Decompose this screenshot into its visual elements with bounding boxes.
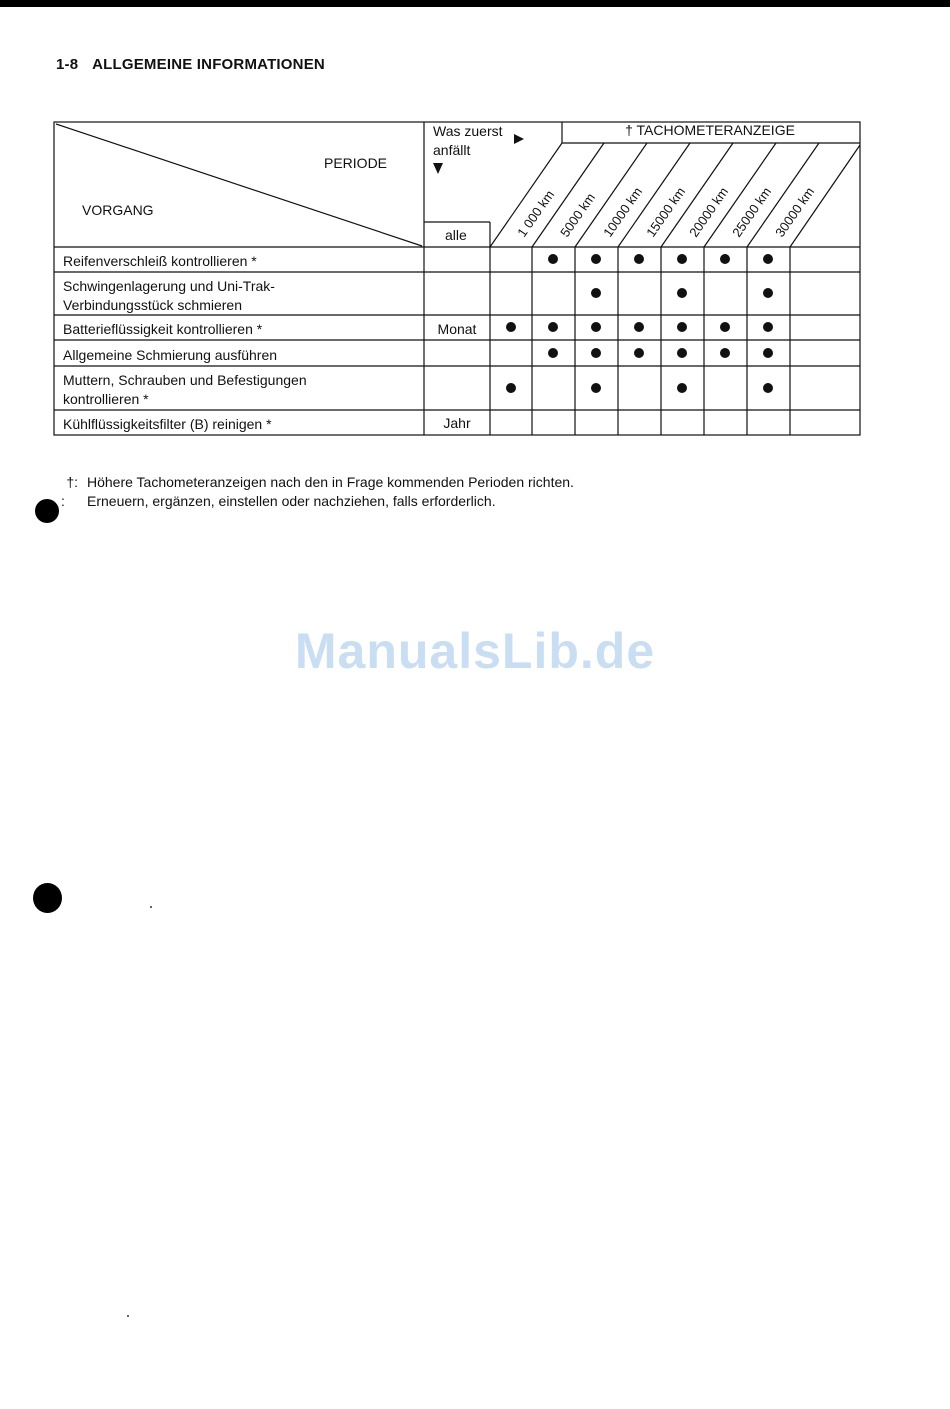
maintenance-schedule-table [0, 0, 950, 450]
check-dot [677, 288, 687, 298]
check-dot [763, 254, 773, 264]
check-dot [591, 322, 601, 332]
page-number: 1-8 [56, 56, 79, 73]
check-dot [720, 322, 730, 332]
row-label: Allgemeine Schmierung ausführen [63, 347, 278, 363]
column-label: 5000 km [557, 190, 599, 240]
check-dot [591, 383, 601, 393]
row-label: Schwingenlagerung und Uni-Trak- [63, 278, 275, 294]
first-due-label-2: anfällt [433, 142, 471, 158]
row-label: Reifenverschleiß kontrollieren * [63, 253, 257, 269]
column-label: 1 000 km [514, 187, 558, 240]
check-dot [763, 322, 773, 332]
check-dot [506, 322, 516, 332]
periode-label: PERIODE [324, 155, 388, 171]
check-dot [591, 254, 601, 264]
first-due-label-1: Was zuerst [433, 123, 503, 139]
check-dot [763, 348, 773, 358]
interval-cell: Monat [437, 321, 477, 337]
check-dot [548, 254, 558, 264]
scan-speck [127, 1315, 129, 1317]
check-dot [763, 288, 773, 298]
check-dot [506, 383, 516, 393]
check-dot [634, 348, 644, 358]
margin-mark-icon [33, 883, 62, 913]
legend-text: Höhere Tachometeranzeigen nach den in Frage kommenden Perioden richten. [87, 474, 574, 490]
vorgang-label: VORGANG [82, 202, 154, 218]
interval-cell: Jahr [443, 415, 471, 431]
column-label: 25000 km [729, 184, 775, 240]
watermark: ManualsLib.de [294, 623, 656, 679]
row-label: Batterieflüssigkeit kontrollieren * [63, 321, 263, 337]
check-dot [677, 322, 687, 332]
check-dot [591, 348, 601, 358]
corner-diagonal [56, 124, 422, 246]
check-dot [591, 288, 601, 298]
column-label: 20000 km [686, 184, 732, 240]
odometer-title: † TACHOMETERANZEIGE [625, 122, 795, 138]
legend-text: Erneuern, ergänzen, einstellen oder nachziehen, falls erforderlich. [87, 493, 496, 509]
arrow-down-icon [433, 163, 443, 174]
row-label: Verbindungsstück schmieren [63, 297, 242, 313]
check-dot [763, 383, 773, 393]
check-dot [720, 254, 730, 264]
row-label: Muttern, Schrauben und Befestigungen [63, 372, 307, 388]
arrow-right-icon [514, 134, 524, 144]
check-dot [548, 322, 558, 332]
check-dot [677, 383, 687, 393]
check-dot [720, 348, 730, 358]
page-title: ALLGEMEINE INFORMATIONEN [92, 56, 325, 73]
scan-speck [150, 906, 152, 908]
row-label: kontrollieren * [63, 391, 149, 407]
column-label: 10000 km [600, 184, 646, 240]
column-label: 30000 km [772, 184, 818, 240]
check-dot [677, 254, 687, 264]
check-dot [548, 348, 558, 358]
row-label: Kühlflüssigkeitsfilter (B) reinigen * [63, 416, 272, 432]
check-dot [634, 254, 644, 264]
column-label: 15000 km [643, 184, 689, 240]
check-dot [634, 322, 644, 332]
alle-label: alle [445, 227, 467, 243]
filled-dot-icon [35, 499, 59, 523]
check-dot [677, 348, 687, 358]
dagger-symbol: †: [66, 474, 78, 490]
check-marks [506, 254, 773, 393]
